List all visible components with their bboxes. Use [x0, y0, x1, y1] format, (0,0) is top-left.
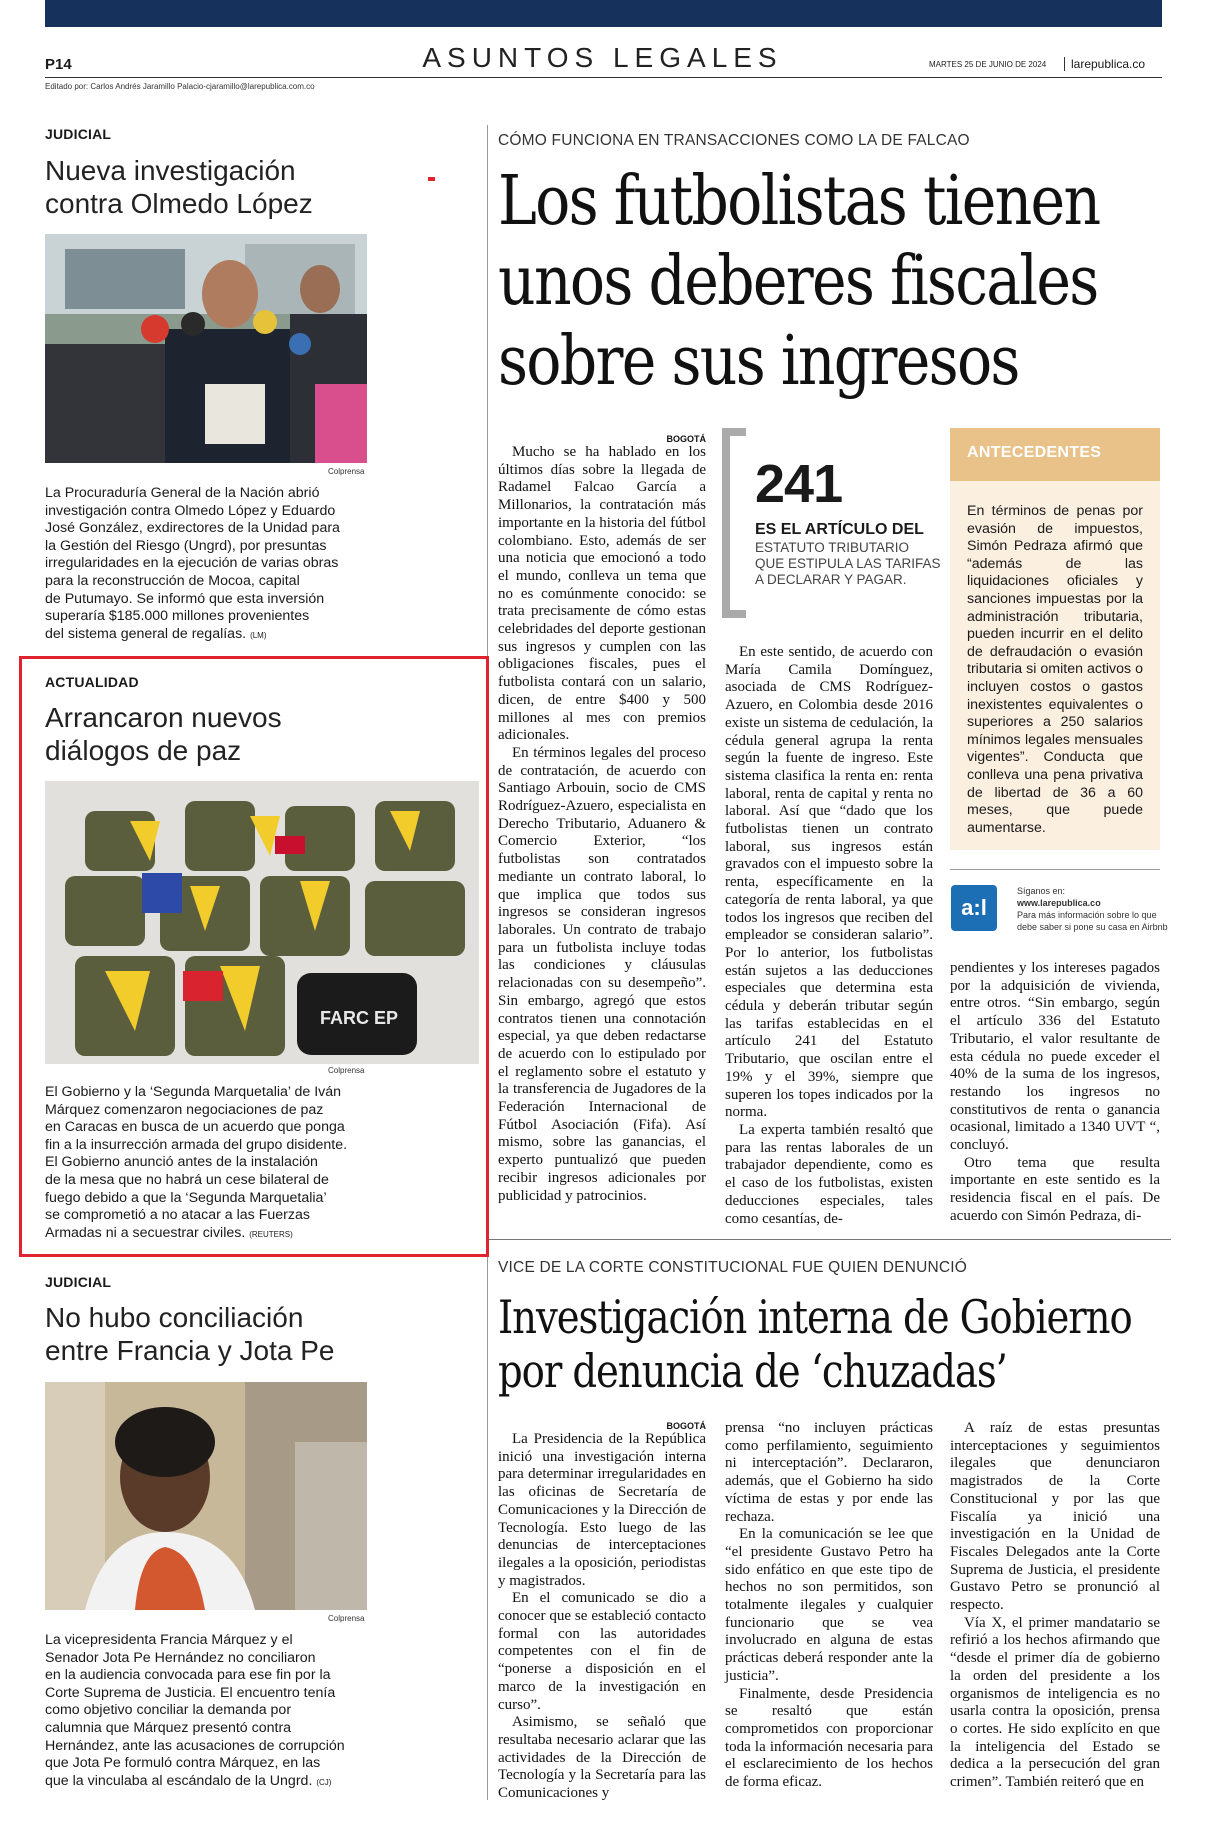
- brief2-line: se comprometió a no atacar a las Fuerzas: [45, 1207, 310, 1224]
- stat-number: 241: [755, 454, 843, 514]
- brief1-line: de Putumayo. Se informó que esta inversión: [45, 590, 325, 607]
- article2-paragraph: En la comunicación se lee que “el presidente Gustavo Petro ha sido enfático en que este tipo de hechos no son permitidos, son totalmente ilegales y cualquier funcionario que se vea involucrado en alguna de estas prácticas deberá responder ante la justicia”.: [725, 1526, 933, 1684]
- article2-paragraph: La Presidencia de la República inició una investigación interna para determinar irregularidades en las oficinas de Secretaría de Comunicaciones y la Dirección de Tecnología. Esto luego de las denuncias de interceptaciones ilegales a la oposición, periodistas y magistrados.: [498, 1431, 706, 1589]
- brief1-line: La Procuraduría General de la Nación abrió: [45, 485, 320, 501]
- stat-heading: ES EL ARTÍCULO DEL: [755, 521, 924, 538]
- article2-paragraph: Vía X, el primer mandatario se refirió a los hechos afirmando que “desde el primer día de gobierno la orden del presidente a los organismos de inteligencia es no usarla contra la oposición, prensa o cortes. He sido explícito en que la inteligencia del Estado se dedica a la persecución del gran crimen”. También reiteró que en: [950, 1614, 1160, 1791]
- brief3-tag: (CJ): [316, 1777, 332, 1787]
- brief1-line: José González, exdirectores de la Unidad para: [45, 520, 340, 537]
- brief1-line: superaría $185.000 millones provenientes: [45, 608, 310, 625]
- article1-dateline: BOGOTÁ: [666, 434, 706, 444]
- brief3-line: Senador Jota Pe Hernández no conciliaron: [45, 1649, 316, 1666]
- editor-credit: Editado por: Carlos Andrés Jaramillo Palacio-cjaramillo@larepublica.com.co: [45, 82, 315, 91]
- top-color-bar: [45, 0, 1162, 27]
- stat-subtext-line: ESTATUTO TRIBUTARIO: [755, 540, 910, 555]
- brief3-line: calumnia que Márquez presentó contra: [45, 1719, 292, 1736]
- brief1-kicker: JUDICIAL: [45, 126, 112, 142]
- article1-paragraph: Otro tema que resulta importante en este sentido es la residencia fiscal en el país. De acuerdo con Simón Pedraza, di-: [950, 1154, 1160, 1224]
- brief1-line: irregularidades en la ejecución de varias obras: [45, 555, 339, 572]
- article2-headline-line: por denuncia de ‘chuzadas’: [498, 1344, 1007, 1398]
- francia-marquez-photo: [45, 1382, 367, 1610]
- follow-us-site[interactable]: www.larepublica.co: [1017, 898, 1101, 908]
- brief1-line: [45, 626, 405, 645]
- brief2-line: Márquez comenzaron negociaciones de paz: [45, 1101, 324, 1118]
- larepublica-logo-icon: a:l: [951, 885, 997, 931]
- brief2-body: [45, 1084, 445, 1243]
- antecedentes-text: En términos de penas por evasión de impuestos, Simón Pedraza afirmó que “además de las liquidaciones oficiales y sanciones impuestas por la administración tributaria, pueden incurrir en el delito de defraudación o evasión tributaria si omiten activos o incluyen costos o gastos inexistentes equivalentes o superiores a 250 salarios mínimos legales mensuales vigentes”. Conducta que conlleva una pena privativa de libertad de 36 a 60 meses, que puede aumentarse.: [967, 503, 1143, 836]
- brief2-line-text: Armadas ni a secuestrar civiles.: [45, 1224, 246, 1241]
- article1-headline-line: Los futbolistas tienen: [498, 162, 1100, 241]
- article2-paragraph: A raíz de estas presuntas interceptaciones y seguimientos ilegales que denunciaron magistrados de la Corte Constitucional y por las que Fiscalía ya inició una investigación en la Unidad de Fiscales Delegados ante la Corte Suprema de Justicia, el presidente Gustavo Petro se pronunció al respecto.: [950, 1420, 1160, 1614]
- follow-us-label: Síganos en:: [1017, 886, 1066, 896]
- brief2-headline-line2: diálogos de paz: [45, 735, 242, 766]
- brief2-line: fin a la insurrección armada del grupo disidente.: [45, 1136, 348, 1153]
- page-number: P14: [45, 56, 72, 73]
- stat-subtext: [755, 540, 941, 588]
- red-marker: [428, 177, 435, 181]
- brief3-kicker: JUDICIAL: [45, 1274, 112, 1290]
- brief3-photo-credit: Colprensa: [328, 1614, 365, 1623]
- brief1-headline-line2: contra Olmedo López: [45, 188, 313, 219]
- brief2-line: en Caracas en busca de un acuerdo que ponga: [45, 1119, 345, 1136]
- article2-column3: [950, 1420, 1160, 1792]
- article1-paragraph: pendientes y los intereses pagados por la adquisición de vivienda, entre otros. “Sin embargo, según el artículo 336 del Estatuto Tributario, el valor resultante de esta cédula no puede exceder el 40% de la suma de los ingresos, restando los ingresos no constitutivos de renta o ganancia ocasional, limitado a 1340 UVT “, concluyó.: [950, 960, 1160, 1154]
- brief1-line-text: del sistema general de regalías.: [45, 625, 247, 642]
- brief3-headline[interactable]: [45, 1301, 334, 1367]
- brief2-headline-line1: Arrancaron nuevos: [45, 702, 282, 733]
- brief3-line-text: que la vinculaba al escándalo de la Ungrd.: [45, 1772, 313, 1789]
- article1-headline-line: sobre sus ingresos: [498, 322, 1019, 401]
- brief3-line: como objetivo conciliar la demanda por: [45, 1702, 292, 1719]
- article2-column1: [498, 1421, 706, 1803]
- stat-bracket: [722, 428, 746, 618]
- article1-paragraph: Mucho se ha hablado en los últimos días sobre la llegada de Radamel Falcao García a Millonarios, la contratación más importante en la historia del fútbol colombiano. Esto, además de ser una noticia que emocionó a todo el mundo, conlleva un tema que no es comúnmente conocido: se trata precisamente de cómo estas celebridades del deporte gestionan sus ingresos y cumplen con las obligaciones fiscales, pues el futbolista contará con un salario, dicen, de entre $400 y 500 millones al mes con premios adicionales.: [498, 444, 706, 744]
- sidebar-rule: [950, 869, 1160, 870]
- article2-paragraph: Asimismo, se señaló que resultaba necesario aclarar que las actividades de la Dirección de Tecnología y la Secretaría para las Comunicaciones y: [498, 1714, 706, 1802]
- article1-column3: [950, 960, 1160, 1226]
- olmedo-lopez-photo: [45, 234, 367, 463]
- article-divider: [489, 1239, 1171, 1240]
- follow-us-box[interactable]: [1017, 885, 1168, 933]
- brief2-line: El Gobierno anunció antes de la instalación: [45, 1154, 318, 1171]
- header-rule: [45, 77, 1162, 78]
- brief1-headline-line1: Nueva investigación: [45, 155, 296, 186]
- brief2-line: El Gobierno y la ‘Segunda Marquetalia’ de Iván: [45, 1084, 342, 1100]
- photo-label: FARC EP: [320, 1008, 399, 1028]
- article2-kicker: VICE DE LA CORTE CONSTITUCIONAL FUE QUIEN DENUNCIÓ: [498, 1259, 968, 1276]
- peace-talks-photo: [45, 781, 479, 1064]
- brief3-body: [45, 1632, 405, 1791]
- brief2-tag: (REUTERS): [249, 1229, 293, 1239]
- brief1-headline[interactable]: [45, 154, 313, 220]
- article1-column2: [725, 644, 933, 1228]
- brief1-line: para la reconstrucción de Mocoa, capital: [45, 572, 300, 589]
- article2-paragraph: Finalmente, desde Presidencia se resaltó que están comprometidos con proporcionar toda la información necesaria para el esclarecimiento de los hechos de forma eficaz.: [725, 1685, 933, 1791]
- issue-date: MARTES 25 DE JUNIO DE 2024: [929, 60, 1047, 69]
- brief3-headline-line2: entre Francia y Jota Pe: [45, 1335, 335, 1366]
- article2-headline[interactable]: [498, 1290, 1132, 1398]
- article2-paragraph: En el comunicado se dio a conocer que se estableció contacto formal con las autoridades competentes con el fin de “ponerse a disposición en el marco de la investigación en curso”.: [498, 1590, 706, 1713]
- brief3-headline-line1: No hubo conciliación: [45, 1302, 304, 1333]
- brief2-kicker: ACTUALIDAD: [45, 674, 139, 690]
- antecedentes-box: [950, 481, 1160, 850]
- brief2-headline[interactable]: [45, 701, 282, 767]
- site-link[interactable]: larepublica.co: [1064, 57, 1145, 71]
- brief1-line: la Gestión del Riesgo (Ungrd), por presuntas: [45, 537, 327, 554]
- article1-kicker: CÓMO FUNCIONA EN TRANSACCIONES COMO LA DE FALCAO: [498, 132, 970, 149]
- brief2-line: fuego debido a que la ‘Segunda Marquetalia’: [45, 1189, 327, 1206]
- follow-us-note: Para más información sobre lo que: [1017, 910, 1157, 920]
- article1-paragraph: En términos legales del proceso de contratación, de acuerdo con Santiago Arbouin, socio de CMS Rodríguez-Azuero, especialista en Derecho Tributario, Aduanero & Comercio Exterior, “los futbolistas son contratados mediante un contrato laboral, lo que implica que todos sus ingresos se consideran ingresos laborales. Un contrato de trabajo para un futbolista incluye todas las condiciones y cláusulas relacionadas con su desempeño”. Sin embargo, agregó que estos contratos tienen una connotación especial, ya que deben redactarse de acuerdo con lo estipulado por el reglamento sobre el estatuto y la transferencia de Jugadores de la Federación Internacional de Fútbol Asociación (Fifa). Así mismo, sobre las ganancias, el experto puntualizó que pueden recibir ingresos adicionales por publicidad y patrocinios.: [498, 744, 706, 1204]
- brief3-line: en la audiencia convocada para ese fin por la: [45, 1667, 331, 1684]
- brief2-line: de la mesa que no habrá un cese bilateral de: [45, 1171, 329, 1188]
- brief2-line: [45, 1225, 445, 1244]
- article1-paragraph: La experta también resaltó que para las rentas laborales de un trabajador dependiente, como es el caso de los futbolistas, existen deducciones especiales, tales como cesantías, de-: [725, 1121, 933, 1227]
- follow-us-note: debe saber si pone su casa en Airbnb: [1017, 922, 1168, 932]
- article1-paragraph: En este sentido, de acuerdo con María Camila Domínguez, asociada de CMS Rodríguez-Azuero, en Colombia desde 2016 existe un sistema de cedulación, la cédula general agrupa la renta según la fuente de ingreso. Este sistema clasifica la renta en: renta laboral, renta de capital y renta no laboral. Así que “dado que los futbolistas tienen un contrato laboral, sus ingresos están gravados con el impuesto sobre la renta, específicamente en la categoría de renta laboral, ya que todos los ingresos que reciben del empleador se consideran salario”. Por lo anterior, los futbolistas están sujetos a las deducciones especiales que determina esta cédula y deberán tributar según las tarifas establecidas en el artículo 241 del Estatuto Tributario, que oscilan entre el 19% y el 39%, siempre que superen los topes indicados por la norma.: [725, 644, 933, 1121]
- brief3-line: La vicepresidenta Francia Márquez y el: [45, 1632, 293, 1648]
- brief3-line: que Jota Pe formuló contra Márquez, en las: [45, 1755, 321, 1772]
- article1-headline[interactable]: [498, 162, 1099, 402]
- brief3-line: Hernández, ante las acusaciones de corrupción: [45, 1737, 345, 1754]
- antecedentes-heading: ANTECEDENTES: [950, 428, 1160, 481]
- brief3-line: [45, 1773, 405, 1792]
- article2-headline-line: Investigación interna de Gobierno: [498, 1290, 1132, 1344]
- brief1-line: investigación contra Olmedo López y Eduardo: [45, 502, 336, 519]
- article2-paragraph: prensa “no incluyen prácticas como perfilamiento, seguimiento ni interceptación”. Declararon, además, que el Gobierno ha sido víctima de estas y por ende las rechaza.: [725, 1420, 933, 1525]
- section-title: ASUNTOS LEGALES: [422, 42, 783, 73]
- article1-headline-line: unos deberes fiscales: [498, 242, 1098, 321]
- brief1-body: [45, 485, 405, 644]
- article2-column2: [725, 1420, 933, 1792]
- article2-dateline: BOGOTÁ: [666, 1421, 706, 1431]
- brief1-tag: (LM): [250, 630, 267, 640]
- article1-column1: [498, 434, 706, 1205]
- brief3-line: Corte Suprema de Justicia. El encuentro tenía: [45, 1684, 336, 1701]
- brief2-photo-credit: Colprensa: [328, 1066, 365, 1075]
- brief1-photo-credit: Colprensa: [328, 467, 365, 476]
- stat-subtext-line: A DECLARAR Y PAGAR.: [755, 572, 907, 587]
- stat-subtext-line: QUE ESTIPULA LAS TARIFAS: [755, 556, 941, 571]
